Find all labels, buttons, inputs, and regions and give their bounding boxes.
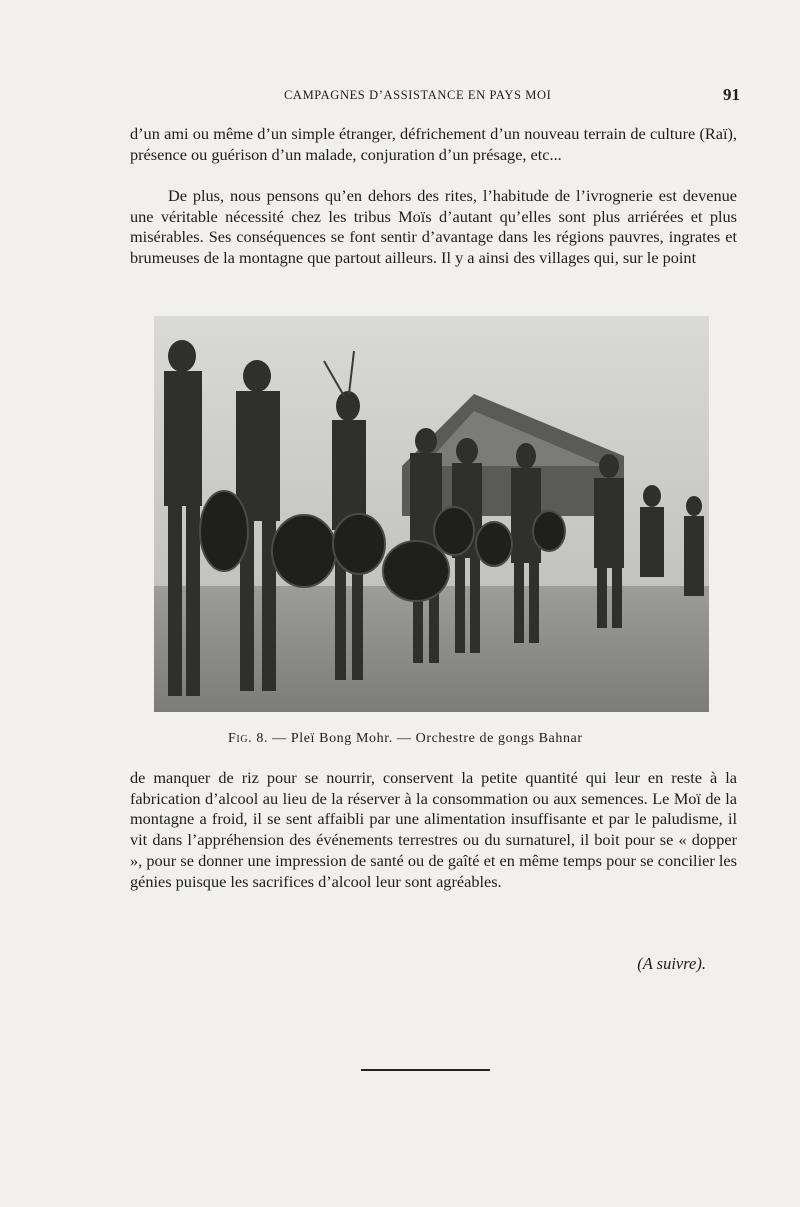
paragraph-3: de manquer de riz pour se nourrir, conservent la petite quantité qui leur en reste à la fabrication d’alcool au lieu de la réserver à la consommation ou aux semences. Le Moï de la montagne a froid, il se sent affaibli par une alimentation insuffisante et par le paludisme, il vit dans l’appréhension des événements terrestres ou du surnaturel, il boit pour se « dopper », pour se donner une impression de santé ou de gaîté et en même temps pour se concilier les génies puisque les sacrifices d’alcool leur sont agréables. [130,768,737,891]
to-be-continued: (A suivre). [637,954,706,973]
photograph-gong-orchestra [154,316,709,712]
paragraph-1: d’un ami ou même d’un simple étranger, défrichement d’un nouveau terrain de culture (Raï), présence ou guérison d’un malade, conjuration d’un présage, etc... [130,124,737,164]
figure-label: Fig. 8. [228,731,269,746]
figure-caption [228,731,583,747]
end-rule [361,1069,490,1071]
page-number: 91 [723,85,740,104]
running-title: CAMPAGNES D’ASSISTANCE EN PAYS MOI [284,88,552,102]
figure-caption-text: — Pleï Bong Mohr. — Orchestre de gongs Bahnar [272,731,583,746]
paragraph-2: De plus, nous pensons qu’en dehors des rites, l’habitude de l’ivrognerie est devenue une véritable nécessité chez les tribus Moïs d’autant qu’elles sont plus arriérées et plus misérables. Ses conséquences se font sentir d’avantage dans les régions pauvres, ingrates et brumeuses de la montagne que partout ailleurs. Il y a ainsi des villages qui, sur le point [130,186,737,268]
running-head [130,86,740,108]
